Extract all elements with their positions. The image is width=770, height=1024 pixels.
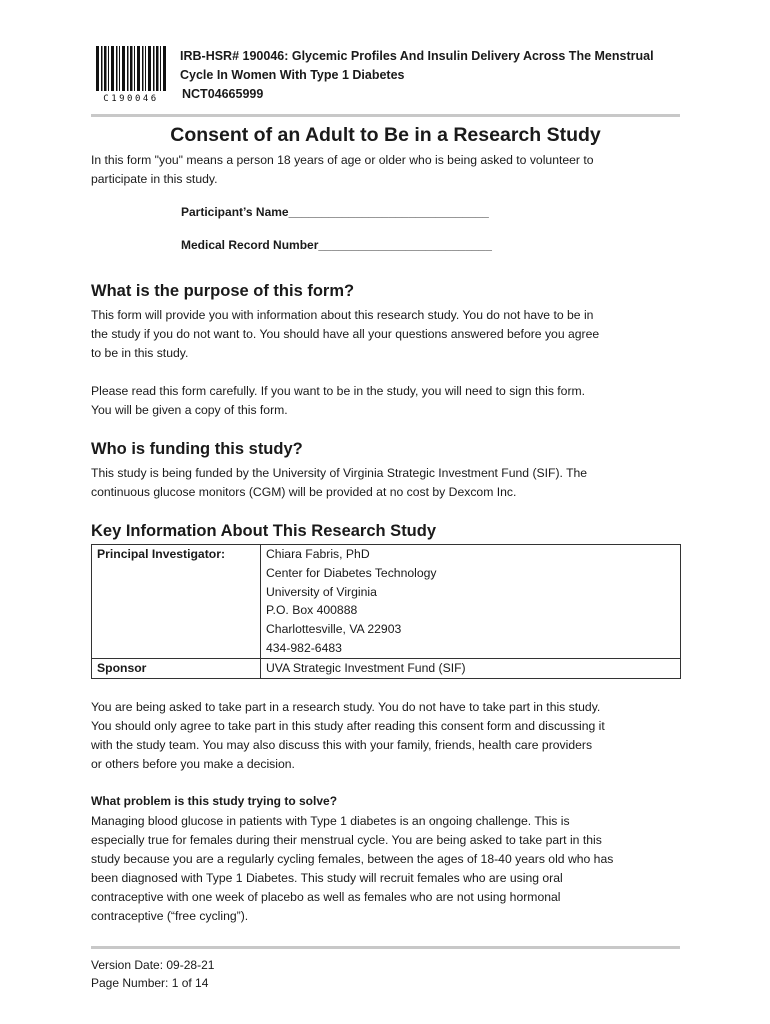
pi-line: 434-982-6483 (266, 640, 342, 655)
purpose-heading: What is the purpose of this form? (91, 282, 355, 300)
funding-paragraph (91, 464, 683, 502)
barcode-number: C190046 (103, 94, 159, 102)
pi-value (261, 545, 681, 659)
sponsor-label: Sponsor (92, 658, 261, 678)
paragraph-line: Please read this form carefully. If you want to be in the study, you will need to sign this form. (91, 384, 586, 398)
purpose-paragraph-2 (91, 382, 683, 420)
table-row (92, 545, 681, 659)
problem-heading: What problem is this study trying to solve? (91, 794, 338, 808)
pi-line: P.O. Box 400888 (266, 603, 358, 618)
paragraph-line: You are being asked to take part in a research study. You do not have to take part in this study. (91, 700, 601, 714)
study-header (180, 47, 700, 104)
table-row (92, 658, 681, 678)
intro-line: participate in this study. (91, 172, 218, 186)
study-title-line-1: IRB-HSR# 190046: Glycemic Profiles And Insulin Delivery Across The Menstrual (180, 49, 654, 63)
study-title-line-2: Cycle In Women With Type 1 Diabetes (180, 68, 405, 82)
paragraph-line: This form will provide you with information about this research study. You do not have to be in (91, 308, 594, 322)
paragraph-line: You should only agree to take part in this study after reading this consent form and discussing it (91, 719, 605, 733)
sponsor-value: UVA Strategic Investment Fund (SIF) (261, 658, 681, 678)
pi-line: University of Virginia (266, 584, 377, 599)
version-date: Version Date: 09-28-21 (91, 958, 215, 972)
paragraph-line: continuous glucose monitors (CGM) will be provided at no cost by Dexcom Inc. (91, 485, 517, 499)
asked-paragraph (91, 698, 683, 774)
purpose-paragraph-1 (91, 306, 683, 363)
medical-record-number-field[interactable]: Medical Record Number__________________________ (181, 238, 492, 252)
paragraph-line: contraceptive (“free cycling”). (91, 909, 249, 923)
paragraph-line: with the study team. You may also discuss this with your family, friends, health care providers (91, 738, 593, 752)
paragraph-line: to be in this study. (91, 346, 189, 360)
page-number: Page Number: 1 of 14 (91, 976, 209, 990)
paragraph-line: Managing blood glucose in patients with Type 1 diabetes is an ongoing challenge. This is (91, 814, 570, 828)
barcode-graphic (95, 46, 167, 102)
pi-line: Center for Diabetes Technology (266, 565, 437, 580)
participant-name-field[interactable]: Participant’s Name______________________________ (181, 205, 489, 219)
paragraph-line: especially true for females during their menstrual cycle. You are being asked to take part in this (91, 833, 602, 847)
paragraph-line: study because you are a regularly cycling females, between the ages of 18-40 years old who has (91, 852, 614, 866)
pi-label: Principal Investigator: (92, 545, 261, 659)
funding-heading: Who is funding this study? (91, 440, 303, 458)
paragraph-line: the study if you do not want to. You should have all your questions answered before you agree (91, 327, 600, 341)
paragraph-line: been diagnosed with Type 1 Diabetes. This study will recruit females who are using oral (91, 871, 563, 885)
page-footer (91, 956, 214, 992)
problem-paragraph (91, 812, 683, 926)
page-title: Consent of an Adult to Be in a Research Study (170, 124, 601, 146)
header-divider (91, 114, 680, 117)
footer-divider (91, 946, 680, 949)
paragraph-line: You will be given a copy of this form. (91, 403, 288, 417)
paragraph-line: This study is being funded by the University of Virginia Strategic Investment Fund (SIF). The (91, 466, 588, 480)
key-info-heading: Key Information About This Research Study (91, 522, 437, 540)
nct-number: NCT04665999 (182, 87, 264, 101)
paragraph-line: contraceptive with one week of placebo as well as females who are not using hormonal (91, 890, 561, 904)
key-info-table (91, 544, 681, 679)
pi-line: Charlottesville, VA 22903 (266, 622, 402, 637)
intro-line: In this form "you" means a person 18 years of age or older who is being asked to volunteer to (91, 153, 594, 167)
barcode (95, 46, 167, 102)
paragraph-line: or others before you make a decision. (91, 757, 295, 771)
pi-line: Chiara Fabris, PhD (266, 547, 370, 561)
intro-paragraph (91, 151, 683, 189)
